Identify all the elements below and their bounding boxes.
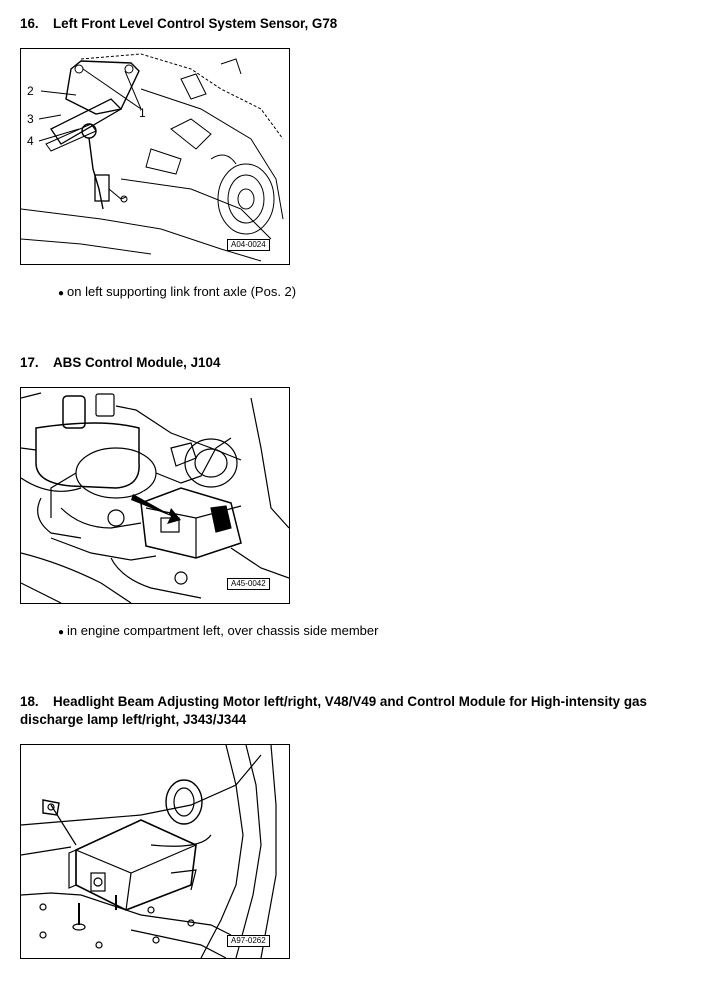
callout-1: 1	[139, 106, 146, 120]
abs-module-illustration	[21, 388, 289, 603]
bullet-dot-icon: ●	[58, 288, 65, 299]
section-title-line2: discharge lamp left/right, J343/J344	[20, 712, 247, 727]
section-title: Left Front Level Control System Sensor, G78	[53, 16, 338, 31]
bullet-item	[58, 623, 378, 641]
figure-id: A45-0042	[227, 578, 270, 590]
section-number: 17.	[20, 355, 39, 370]
callout-3: 3	[27, 112, 34, 126]
figure-id: A04-0024	[227, 239, 270, 251]
section-number: 16.	[20, 16, 39, 31]
section-16-heading	[20, 15, 337, 32]
bullet-dot-icon: ●	[58, 627, 65, 638]
figure-headlight-module	[20, 744, 290, 959]
callout-4: 4	[27, 134, 34, 148]
section-18-heading	[20, 693, 647, 710]
bullet-item	[58, 284, 296, 302]
level-sensor-illustration	[21, 49, 289, 264]
figure-id: A97-0262	[227, 935, 270, 947]
headlight-module-illustration	[21, 745, 289, 958]
section-title: ABS Control Module, J104	[53, 355, 221, 370]
callout-2: 2	[27, 84, 34, 98]
bullet-text: in engine compartment left, over chassis side member	[67, 623, 379, 638]
figure-abs-module	[20, 387, 290, 604]
bullet-text: on left supporting link front axle (Pos. 2)	[67, 284, 297, 299]
section-number: 18.	[20, 694, 39, 709]
section-17-heading	[20, 354, 220, 371]
section-18-heading-line2	[20, 711, 246, 728]
section-title-line1: Headlight Beam Adjusting Motor left/right, V48/V49 and Control Module for High-intensity gas	[53, 694, 647, 709]
figure-level-sensor	[20, 48, 290, 265]
